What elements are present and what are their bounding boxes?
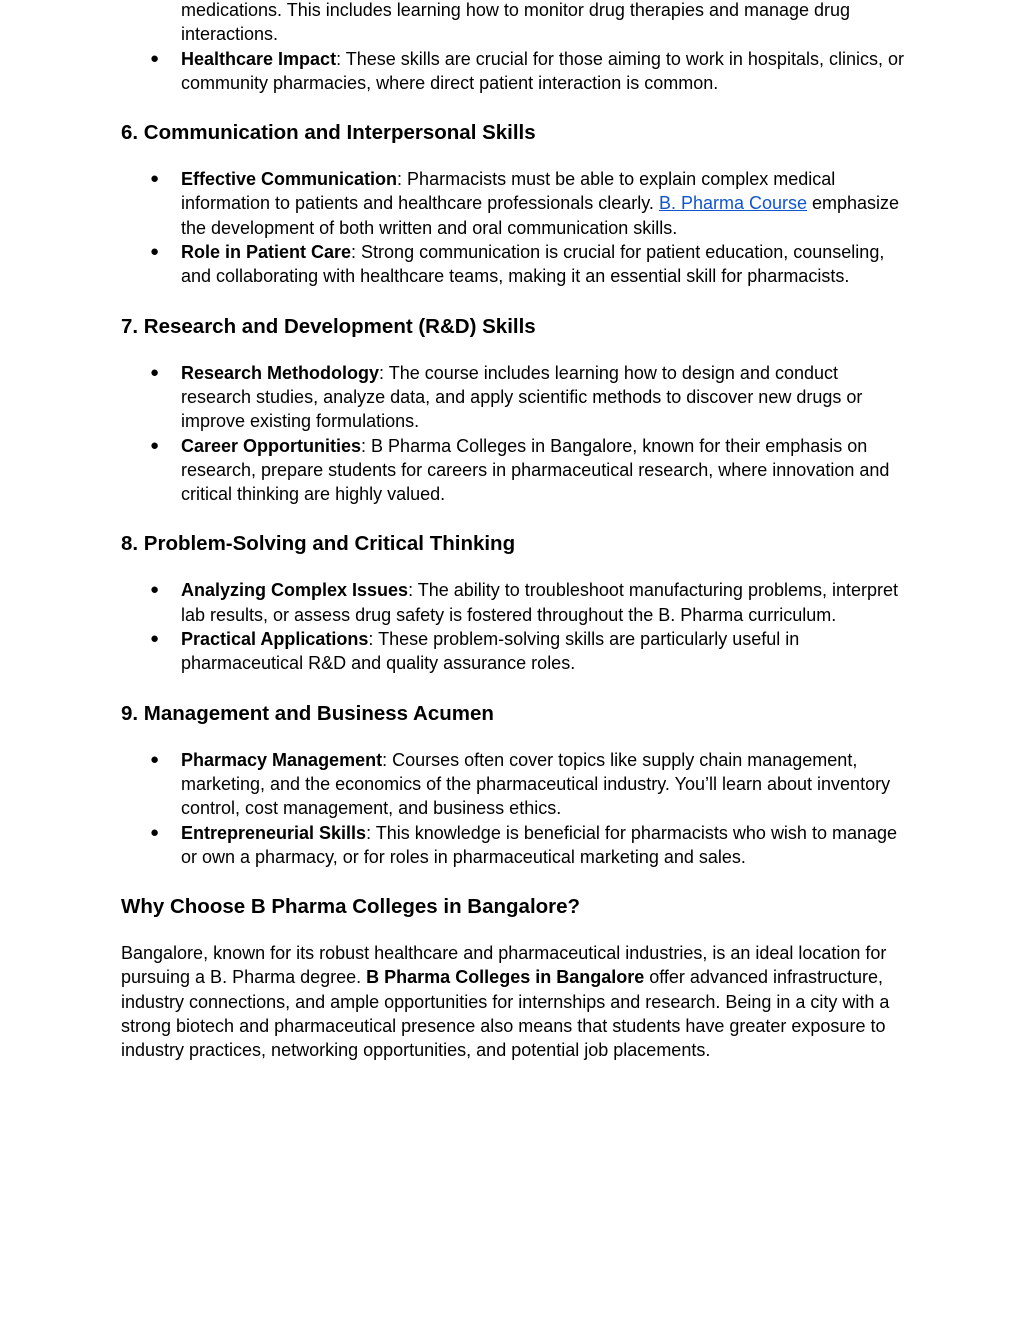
- bullet-text-after: emphasize the development of both written and oral communication skills.: [181, 193, 900, 238]
- why-choose-heading: Why Choose B Pharma Colleges in Bangalore?: [121, 895, 581, 919]
- section-heading: 8. Problem-Solving and Critical Thinking: [121, 532, 516, 556]
- bullet-text: : Strong communication is crucial for patient education, counseling, and collaborating with healthcare teams, making it an essential skill for pharmacists.: [181, 242, 885, 287]
- bullet-text: : B Pharma Colleges in Bangalore, known for their emphasis on research, prepare students for careers in pharmaceutical research, where innovation and critical thinking are highly valued.: [181, 435, 890, 505]
- bullet-glyph: ●: [150, 49, 160, 67]
- bullet-glyph: ●: [150, 581, 160, 599]
- bullet-glyph: ●: [150, 170, 160, 188]
- bullet-term: Practical Applications: [181, 629, 369, 650]
- list-item: [121, 821, 911, 870]
- bullet-term: Entrepreneurial Skills: [181, 822, 367, 843]
- document-page: [121, 0, 911, 1063]
- bullet-text: : This knowledge is beneficial for pharmacists who wish to manage or own a pharmacy, or for roles in pharmaceutical marketing and sales.: [181, 822, 898, 867]
- list-item: [121, 434, 911, 507]
- section-bullet-list: [121, 748, 911, 869]
- continued-bullet-text: medications. This includes learning how to monitor drug therapies and manage drug interactions.: [181, 0, 851, 45]
- list-item: [121, 361, 911, 434]
- bullet-glyph: ●: [150, 630, 160, 648]
- section-heading: 7. Research and Development (R&D) Skills: [121, 314, 536, 338]
- paragraph-bold-text: B Pharma Colleges in Bangalore: [366, 967, 645, 988]
- bullet-term: Effective Communication: [181, 169, 398, 190]
- bullet-text: : Pharmacists must be able to explain complex medical information to patients and healthcare professionals clearly.: [181, 169, 836, 214]
- bullet-term: Career Opportunities: [181, 435, 362, 456]
- section-heading: 9. Management and Business Acumen: [121, 701, 494, 725]
- bullet-glyph: ●: [150, 363, 160, 381]
- section-bullet-list: [121, 578, 911, 675]
- list-item: [121, 47, 911, 96]
- paragraph-text-after: offer advanced infrastructure, industry connections, and ample opportunities for internships and research. Being in a city with a strong biotech and pharmaceutical presence also means that students have greater exposure to industry practices, networking opportunities, and potential job placements.: [121, 967, 890, 1061]
- section-bullet-list: [121, 167, 911, 288]
- bullet-glyph: ●: [150, 823, 160, 841]
- bullet-term: Healthcare Impact: [181, 48, 337, 69]
- list-item: [121, 167, 911, 240]
- bullet-text: : Courses often cover topics like supply chain management, marketing, and the economics of the pharmaceutical industry. You’ll learn about inventory control, cost management, and business ethics.: [181, 749, 891, 819]
- bullet-text: : The course includes learning how to design and conduct research studies, analyze data, and apply scientific methods to discover new drugs or improve existing formulations.: [181, 362, 863, 432]
- why-choose-paragraph: [121, 941, 911, 1062]
- bullet-text: : These problem-solving skills are particularly useful in pharmaceutical R&D and quality assurance roles.: [181, 629, 800, 674]
- bullet-term: Research Methodology: [181, 362, 380, 383]
- list-item: [121, 627, 911, 676]
- b-pharma-course-link[interactable]: B. Pharma Course: [658, 193, 807, 214]
- list-item: [121, 578, 911, 627]
- section-heading: 6. Communication and Interpersonal Skills: [121, 121, 536, 145]
- bullet-glyph: ●: [150, 750, 160, 768]
- bullet-text: : These skills are crucial for those aiming to work in hospitals, clinics, or community pharmacies, where direct patient interaction is common.: [181, 48, 904, 93]
- bullet-term: Role in Patient Care: [181, 242, 352, 263]
- list-item: [121, 240, 911, 289]
- bullet-text: : The ability to troubleshoot manufacturing problems, interpret lab results, or assess drug safety is fostered throughout the B. Pharma curriculum.: [181, 580, 899, 625]
- section-bullet-list: [121, 361, 911, 507]
- paragraph-text: Bangalore, known for its robust healthcare and pharmaceutical industries, is an ideal location for pursuing a B. Pharma degree.: [121, 943, 887, 988]
- list-item: [121, 748, 911, 821]
- intro-bullet-list: [121, 47, 911, 96]
- bullet-glyph: ●: [150, 243, 160, 261]
- bullet-term: Analyzing Complex Issues: [181, 580, 409, 601]
- bullet-term: Pharmacy Management: [181, 749, 383, 770]
- bullet-glyph: ●: [150, 436, 160, 454]
